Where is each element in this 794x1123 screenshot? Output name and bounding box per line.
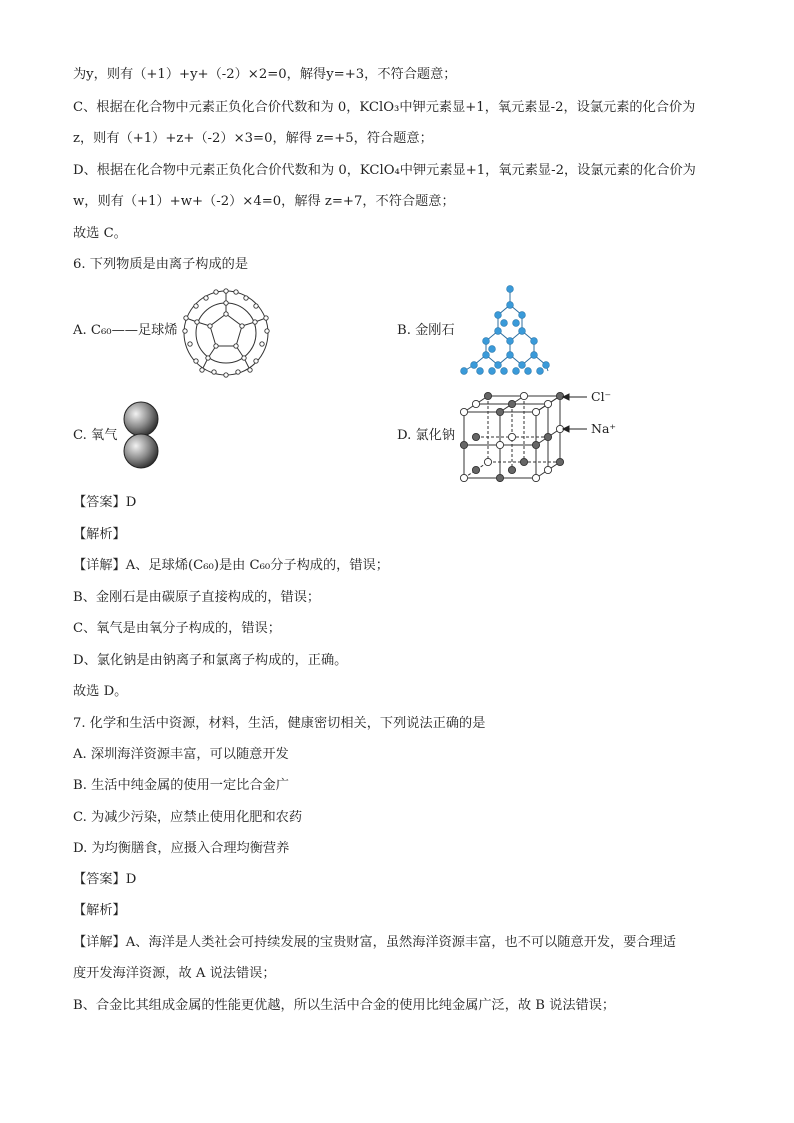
q7-option-c: C. 为减少污染，应禁止使用化肥和农药	[73, 810, 303, 825]
diamond-structure-image	[458, 283, 554, 377]
sodium-ion-label: Na⁺	[591, 421, 616, 436]
arrow-icons	[561, 392, 589, 434]
sodium-chloride-lattice-image	[458, 390, 566, 482]
q6-detail-a: 【详解】A、足球烯(C₆₀)是由 C₆₀分子构成的，错误；	[73, 558, 389, 573]
text-line: 为y，则有（+1）+y+（-2）×2=0，解得y=+3，不符合题意；	[73, 67, 457, 82]
fullerene-c60-image	[180, 286, 272, 380]
q6-option-a: A. C₆₀——足球烯	[73, 323, 178, 338]
q6-option-b: B. 金刚石	[397, 323, 455, 338]
text-line: D、根据在化合物中元素正负化合价代数和为 0，KClO₄中钾元素显+1，氧元素显-2，设氯元素的化合价为	[73, 163, 696, 178]
q6-detail-c: C、氧气是由氧分子构成的，错误；	[73, 621, 281, 636]
q7-option-b: B. 生活中纯金属的使用一定比合金广	[73, 778, 289, 793]
q6-option-c: C. 氧气	[73, 428, 118, 443]
text-line: w，则有（+1）+w+（-2）×4=0，解得 z=+7，不符合题意；	[73, 194, 455, 209]
q6-detail-b: B、金刚石是由碳原子直接构成的，错误；	[73, 590, 321, 605]
q6-conclusion: 故选 D。	[73, 684, 128, 699]
q7-detail-a-line2: 度开发海洋资源，故 A 说法错误；	[73, 966, 276, 981]
chloride-ion-label: Cl⁻	[591, 389, 612, 404]
question-6-stem: 6. 下列物质是由离子构成的是	[73, 257, 249, 272]
q7-answer: 【答案】D	[73, 872, 137, 887]
q6-detail-d: D、氯化钠是由钠离子和氯离子构成的，正确。	[73, 653, 348, 668]
oxygen-molecule-image	[120, 400, 162, 470]
text-line: 故选 C。	[73, 226, 127, 241]
q7-analysis-heading: 【解析】	[73, 903, 126, 918]
text-line: C、根据在化合物中元素正负化合价代数和为 0，KClO₃中钾元素显+1，氧元素显-2，设氯元素的化合价为	[73, 100, 696, 115]
text-line: z，则有（+1）+z+（-2）×3=0，解得 z=+5，符合题意；	[73, 131, 433, 146]
q7-option-d: D. 为均衡膳食，应摄入合理均衡营养	[73, 841, 290, 856]
q7-detail-b: B、合金比其组成金属的性能更优越，所以生活中合金的使用比纯金属广泛，故 B 说法错误；	[73, 998, 616, 1013]
q7-option-a: A. 深圳海洋资源丰富，可以随意开发	[73, 747, 289, 762]
q6-analysis-heading: 【解析】	[73, 527, 126, 542]
q6-answer: 【答案】D	[73, 495, 137, 510]
q7-detail-a-line1: 【详解】A、海洋是人类社会可持续发展的宝贵财富，虽然海洋资源丰富，也不可以随意开发，要合理适	[73, 935, 676, 950]
q6-option-d: D. 氯化钠	[397, 428, 456, 443]
question-7-stem: 7. 化学和生活中资源，材料，生活，健康密切相关，下列说法正确的是	[73, 716, 486, 731]
